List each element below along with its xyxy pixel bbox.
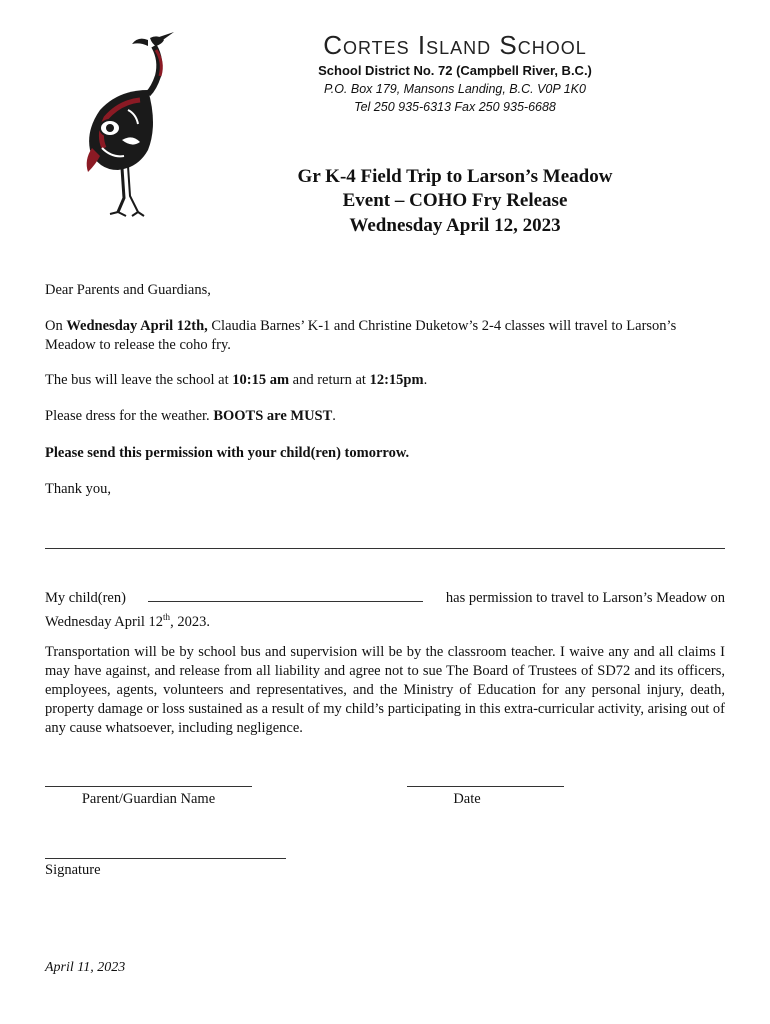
trip-date-line: Wednesday April 12	[45, 613, 164, 630]
date-superscript: th	[163, 612, 171, 622]
paragraph-bus-times	[45, 371, 725, 390]
greeting: Dear Parents and Guardians,	[45, 282, 211, 298]
return-permission-note: Please send this permission with your child(ren) tomorrow.	[45, 445, 410, 461]
title-line-1: Gr K-4 Field Trip to Larson’s Meadow	[297, 166, 613, 187]
bus-mid: and return at	[289, 372, 370, 388]
school-address: P.O. Box 179, Mansons Landing, B.C. V0P 1K0	[324, 82, 586, 96]
dress-end: .	[332, 408, 336, 424]
boots-note: BOOTS are MUST	[213, 408, 333, 424]
paragraph-trip-details	[45, 317, 725, 355]
trip-date: Wednesday April 12th,	[66, 318, 208, 334]
permission-suffix: has permission to travel to Larson’s Meadow on	[445, 590, 725, 606]
trip-prefix: On	[45, 318, 67, 334]
cut-line-divider	[45, 548, 725, 549]
paragraph-dress	[45, 407, 725, 426]
heron-icon	[78, 30, 178, 218]
departure-time: 10:15 am	[232, 372, 290, 388]
dress-prefix: Please dress for the weather.	[45, 408, 214, 424]
signature-field[interactable]	[45, 858, 286, 859]
trip-description: Claudia Barnes’ K-1 and Christine Duketow’s 2-4 classes will travel to Larson’s Meadow to release the coho fry.	[45, 318, 677, 353]
signature-label: Signature	[45, 862, 101, 878]
child-label: My child(ren)	[45, 590, 126, 606]
title-line-2: Event – COHO Fry Release	[342, 190, 568, 211]
trip-date-end: , 2023.	[170, 613, 210, 630]
school-district: School District No. 72 (Campbell River, B.C.)	[318, 63, 592, 78]
parent-name-field[interactable]	[45, 786, 252, 787]
return-time: 12:15pm	[369, 372, 424, 388]
permission-statement	[45, 589, 725, 632]
school-phone: Tel 250 935-6313 Fax 250 935-6688	[354, 100, 556, 114]
title-line-3: Wednesday April 12, 2023	[349, 215, 561, 236]
bus-end: .	[423, 372, 428, 388]
child-name-field[interactable]	[148, 589, 423, 602]
bus-prefix: The bus will leave the school at	[45, 372, 233, 388]
date-field[interactable]	[407, 786, 564, 787]
parent-name-label: Parent/Guardian Name	[81, 791, 216, 807]
liability-waiver: Transportation will be by school bus and supervision will be by the classroom teacher. I waive any and all claims I may have against, and release from all liability and agree not to sue The Board of Trustees of SD72 and its officers, employees, agents, volunteers and representatives, and the Ministry of Education for any personal injury, death, property damage or loss sustained as a result of my child’s participating in this extra-curricular activity, arising out of any cause whatsoever, including negligence.	[45, 644, 725, 736]
document-date: April 11, 2023	[45, 960, 126, 975]
date-label: Date	[453, 791, 481, 807]
closing: Thank you,	[45, 481, 112, 497]
school-name: Cortes Island School	[323, 30, 587, 60]
